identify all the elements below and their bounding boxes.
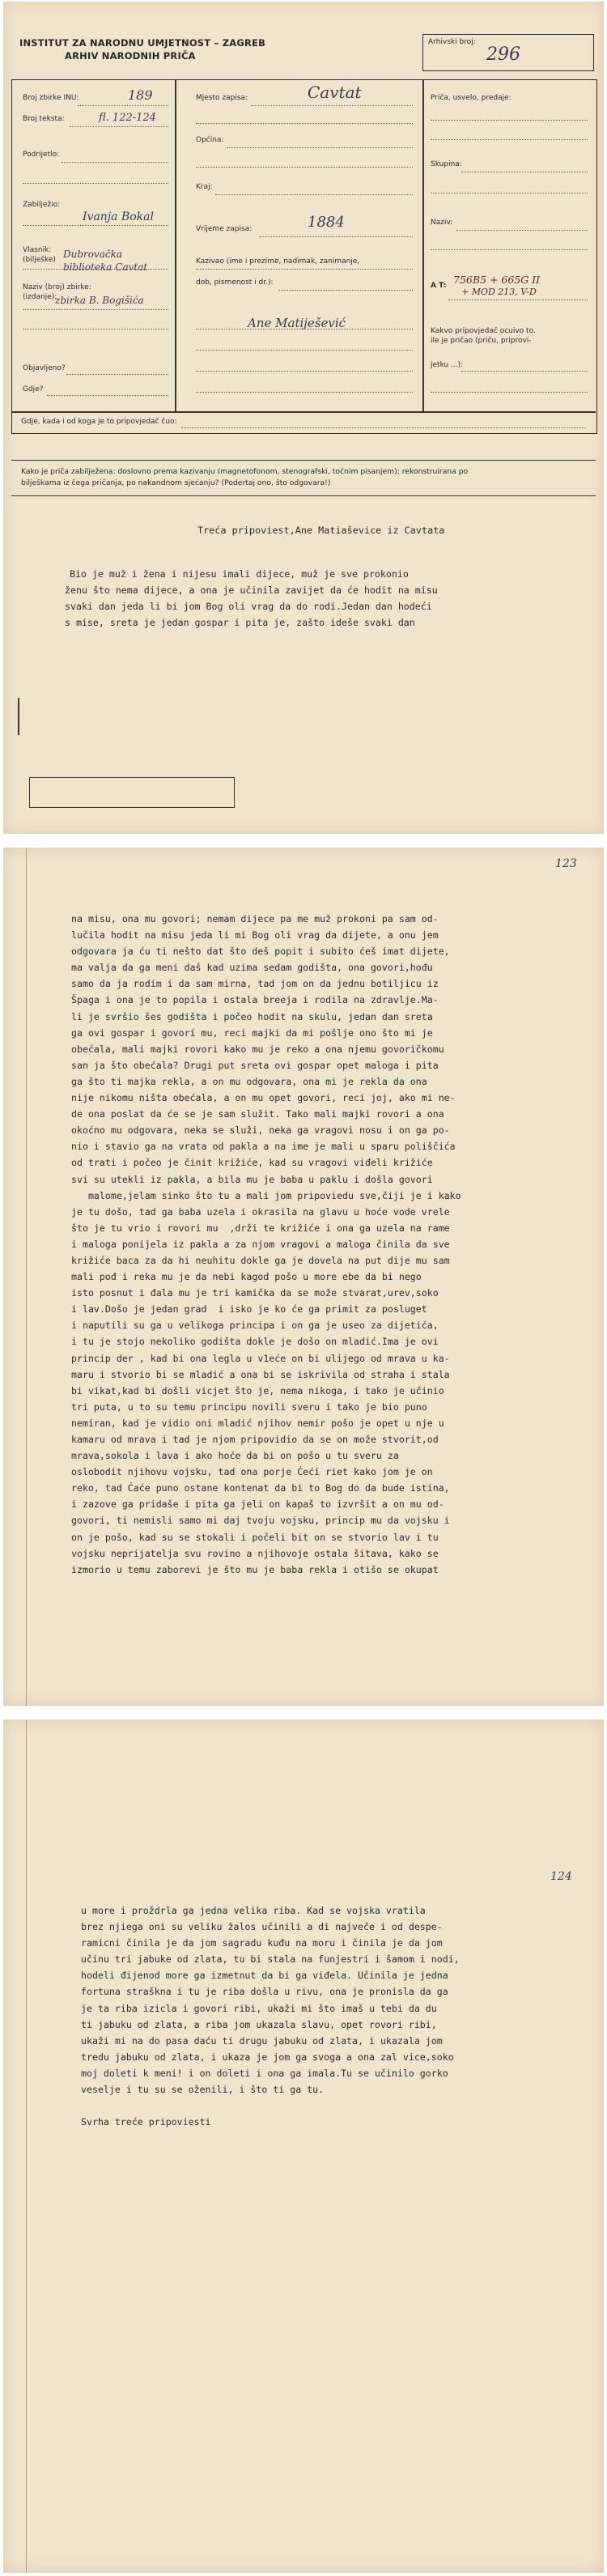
owner: Dubrovačka biblioteka Cavtat [63,249,148,273]
typed-line: samo da ja rodim i da sam mirna, tad jom on da jednu botiljicu iz [71,978,439,990]
form-page [3,2,604,834]
archive-number-label: Arhivski broj: [428,38,476,46]
note-divider [11,495,596,496]
typed-line: svi su utekli iz pakla, a bila mu je baba u paklu i došla govori [71,1173,433,1185]
typed-line: moj doleti k meni! i on doleti i ona ga imala.Tu se učinilo gorko [81,2067,448,2079]
place: Cavtat [308,83,362,102]
related-label-2: ile je pričao (priču, priprovi- [431,337,532,345]
owner-label: Vlasnik: [23,246,52,254]
page-number: 124 [550,1870,572,1883]
collection-name-label-2: (izdanje): [23,293,57,301]
typed-line: i maloga ponijela iz pakla a za njom vragovi a maloga činila da sve [71,1238,450,1250]
archive-name: ARHIV NARODNIH PRIČA [65,50,196,62]
typed-line: govori, ti nemisli samo mi daj tvoju vojsku, princip mu da vojsku i [71,1515,450,1527]
story-type-label: Priča, usvelo, predaje: [431,94,511,102]
origin-label: Podrijetlo: [23,151,60,159]
typed-line: malome,jelam sinko što tu a mali jom pripoviedu sve,čiji je i kako [71,1189,461,1201]
typescript-page-2 [3,848,604,1706]
note-line-1: Kako je priča zabilježena: doslovno prema kazivanju (magnetofonom, stenografski, točnim pisanjem); rekonstruirana po [21,467,469,476]
typed-line: bi vikat,kad bi došli vicjet što je, nema nikoga, i tako je učinio [71,1384,444,1396]
typed-line: svaki dan jeda li bi jom Bog oli vrag da do rodi.Jedan dan hodeći [65,601,432,612]
typed-body [71,911,461,1578]
typed-line: maru i stvorio bi se mladić a ona bi se iskrivila od straha i stala [71,1368,450,1380]
row-divider [11,411,596,413]
typed-line: na misu, ona mu govori; nemam dijece pa me muž prokoni pa sam od- [71,913,439,925]
typed-line: nemiran, kad je vidio oni mladić njihov nemir pošo je opet u nje u [71,1417,444,1429]
time-label: Vrijeme zapisa: [196,225,253,233]
name-label: Naziv: [431,219,453,227]
typed-line: ga što ti majka rekla, a on mu odgovara, ona mi je rekla da ona [71,1075,427,1087]
typed-line: i naputili su ga u velikoga principa i on ga je useo za dijetića, [71,1320,439,1332]
archive-number-box [422,34,594,71]
margin-mark [18,698,19,735]
related-label-3: jetku ...): [431,361,464,369]
typed-line: okoćno mu odgovara, neka se služi, neka ga vragovi nosu i on ga po- [71,1124,450,1137]
typed-line: oslobodit njihovu vojsku, tad ona porje Ćeći riet kako jom je on [71,1466,433,1478]
note-line-2: bilješkama iz čega pričanja, po nakandnom sjećanju? (Podertaj ono, što odgovara!) [21,478,331,487]
typed-line: san ja što obećala? Drugi put sreta ovi gospar opet maloga i pita [71,1059,439,1071]
narrator-label: Kazivao (ime i prezime, nadimak, zanimanje, [196,257,360,266]
typed-line: učinu tri jabuke od zlata, tu bi stala na funjestri i šamom i nodi, [81,1953,460,1966]
typed-line: reko, tad Ćaće puno ostane kontenat da bi to Bog do da bude istina, [71,1482,450,1494]
time: 1884 [308,214,345,231]
margin-line [26,848,27,1706]
margin-line [26,1719,27,2573]
owner-label-2: (bilješke) [23,256,56,264]
collection-name: zbirka B. Bogišića [55,295,144,306]
text-number: fl. 122-124 [99,112,156,124]
typed-body [81,1902,460,2130]
typed-line: u more i proždrla ga jedna velika riba. Kad se vojska vratila [81,1905,426,1916]
typed-line: i tu je stojo nekoliko godišta dokle je došo on mladić.Ima je ovi [71,1336,439,1348]
typed-line: nio i stavio ga na vrata od pakla a na ime je mali u sparu poliščića [71,1141,456,1153]
typed-line: od trati i počeo je činit križiće, kad su vragovi viđeli križiće [71,1157,433,1169]
typed-line: kamaru od mrava i tad je njom pripovidio da se on može stvorit,od [71,1434,439,1445]
typed-line: ma valja da ga meni daš kad uzima sedam godišta, ona govori,hođu [71,962,433,974]
typed-line: de ona poslat da će se je sam služit. Tako mali majki rovori a ona [71,1108,444,1120]
typed-line: mrava,sokola i lava i ako hoće da bi on pošo u tu sveru za [71,1450,399,1462]
typed-line: brez njiega oni su veliku žalos učinili a di največe i od despe- [81,1921,443,1933]
region-label: Kraj: [196,183,213,191]
typed-line: ukaži mi na do pasa daću ti drugu jabuku od zlata, i ukazala jom [81,2034,443,2047]
typed-line: li je svršio šes godišta i počeo hodit na skulu, jedan dan sreta [71,1010,433,1022]
typed-line: veselje i tu su se oženili, i što ti ga tu. [81,2084,325,2096]
collection-number: 189 [128,87,153,103]
typed-line: odgovara ja ću ti nešto dat što deš popit i subito ćeš imat dijete, [71,946,450,958]
typed-line: vojsku neprijatelja svu rovino a njihovoje ostala šitava, kako se [71,1547,439,1559]
typed-line: lučila hodit na misu jeda li mi Bog oli vrag da dijete, a onu jem [71,929,439,942]
typed-line: isto posnut i đala mu je tri kamička da se može stvarat,urev,soko [71,1287,439,1299]
typed-line: princip der , kad bi ona legla u v1eće on bi ulijego od mrava u ka- [71,1352,450,1364]
at-value: 756B5 + 665G II [453,274,541,286]
municipality-label: Općina: [196,136,224,144]
institute-name: INSTITUT ZA NARODNU UMJETNOST – ZAGREB [19,37,266,49]
text-number-label: Broj teksta: [23,115,65,123]
typed-line: hodeli đijenod more ga izmetnut da bi ga viđela. Učinila je jedna [81,1970,448,1982]
typed-line: mali pođ i reka mu je da nebi kagod pošo u more ebe da bi nego [71,1271,422,1283]
typed-line: fortuna straškna i tu je riba došla u rivu, ona je pronisla da ga [81,1986,448,1998]
typed-line: tri puta, u to su temu principu novili sveru i tako je bio puno [71,1401,427,1413]
typed-line: i lav.Došo je jedan grad i isko je ko će ga primit za posluget [71,1303,427,1316]
typed-line: križiće baca za da hi neuhitu dokle ga je dovela na put dije mu sam [71,1254,450,1266]
typed-line: on je pošo, kad su se stokali i počeli bit on se stvorio lav i tu [71,1531,439,1543]
typed-line: Bio je muž i žena i nijesu imali dijece, muž je sve prokonio [70,568,409,580]
typed-line: ženu što nema dijece, a ona je učinila zavijet da će hodit na misu [65,584,438,596]
story-title: Treća pripoviest,Ane Matiaševice iz Cavtata [197,525,445,536]
published-label: Objavljeno? [23,364,66,372]
typed-line: s mise, sreta je jedan gospar i pita je, zašto ideše svaki dan [65,617,415,628]
typed-line: i zazove ga pridaše i pita ga jeli on kapaš to izvršit a on mu od- [71,1498,444,1511]
typed-line: tredu jabuku od zlata, i ukaza je jom ga svoga a ona zal vice,soko [81,2051,454,2063]
typed-line: Svrha treće pripoviesti [81,2116,211,2128]
narrator: Ane Matiješević [248,316,346,330]
related-label-1: Kakvo pripovjedač ocuivo to. [431,327,536,335]
archive-number: 296 [486,45,520,65]
collection-name-label: Naziv (broj) zbirke: [23,283,91,291]
narrator-label-2: dob, pismenost i dr.): [196,278,274,287]
page-number: 123 [555,857,577,870]
stamp-box [29,777,235,808]
typed-line: obećala, mali majki rovori kako mu je reko a ona njemu govoričkomu [71,1043,444,1055]
note-divider [11,460,596,461]
typed-line: ga ovi gospar i govorí mu, reci majki da mi pošlje ono što mi je [71,1027,433,1039]
group-label: Skupina: [431,160,462,168]
typed-line: ti jabuku od zlata, a riba jom ukazala slavu, opet rovori ribi, [81,2018,437,2030]
typed-line: što je tu vrio i rovori mu ,drži te križiće i ona ga uzela na rame [71,1222,450,1234]
at-value-2: + MOD 213, V-D [461,287,537,297]
typed-line: izmorio u temu zaborevi je što mu je baba rekla i otišo se okupat [71,1563,439,1575]
collector-label: Zabilježio: [23,201,61,209]
typed-line: ramicni činila je da jom sagradu kuđu na moru i činila je da jom [81,1937,443,1949]
collector: Ivanja Bokal [83,210,154,223]
typed-line: nije nikomu ništa obećala, a on mu opet govori, reci joj, ako mi ne- [71,1092,456,1104]
heard-from-label: Gdje, kada i od koga je to pripovjedač čuo: [21,418,177,426]
typed-line: Špaga i ona je to popila i ostala breeja i rodila na zdravlje.Ma- [71,994,439,1006]
column-divider [175,79,176,411]
typed-line: je ta riba izicla i govori ribi, ukaži mi što imaš u tebi da du [81,2002,437,2014]
typed-line [81,2098,460,2114]
column-divider [422,79,424,411]
where-label: Gdje? [23,385,44,393]
typed-line: je tu došo, tad ga baba uzela i okrasila na glavu u hoće vode vrele [71,1205,450,1218]
place-label: Mjesto zapisa: [196,94,248,102]
at-label: A T: [431,282,447,290]
collection-number-label: Broj zbirke INU: [23,94,79,102]
typescript-page-3 [3,1719,604,2573]
